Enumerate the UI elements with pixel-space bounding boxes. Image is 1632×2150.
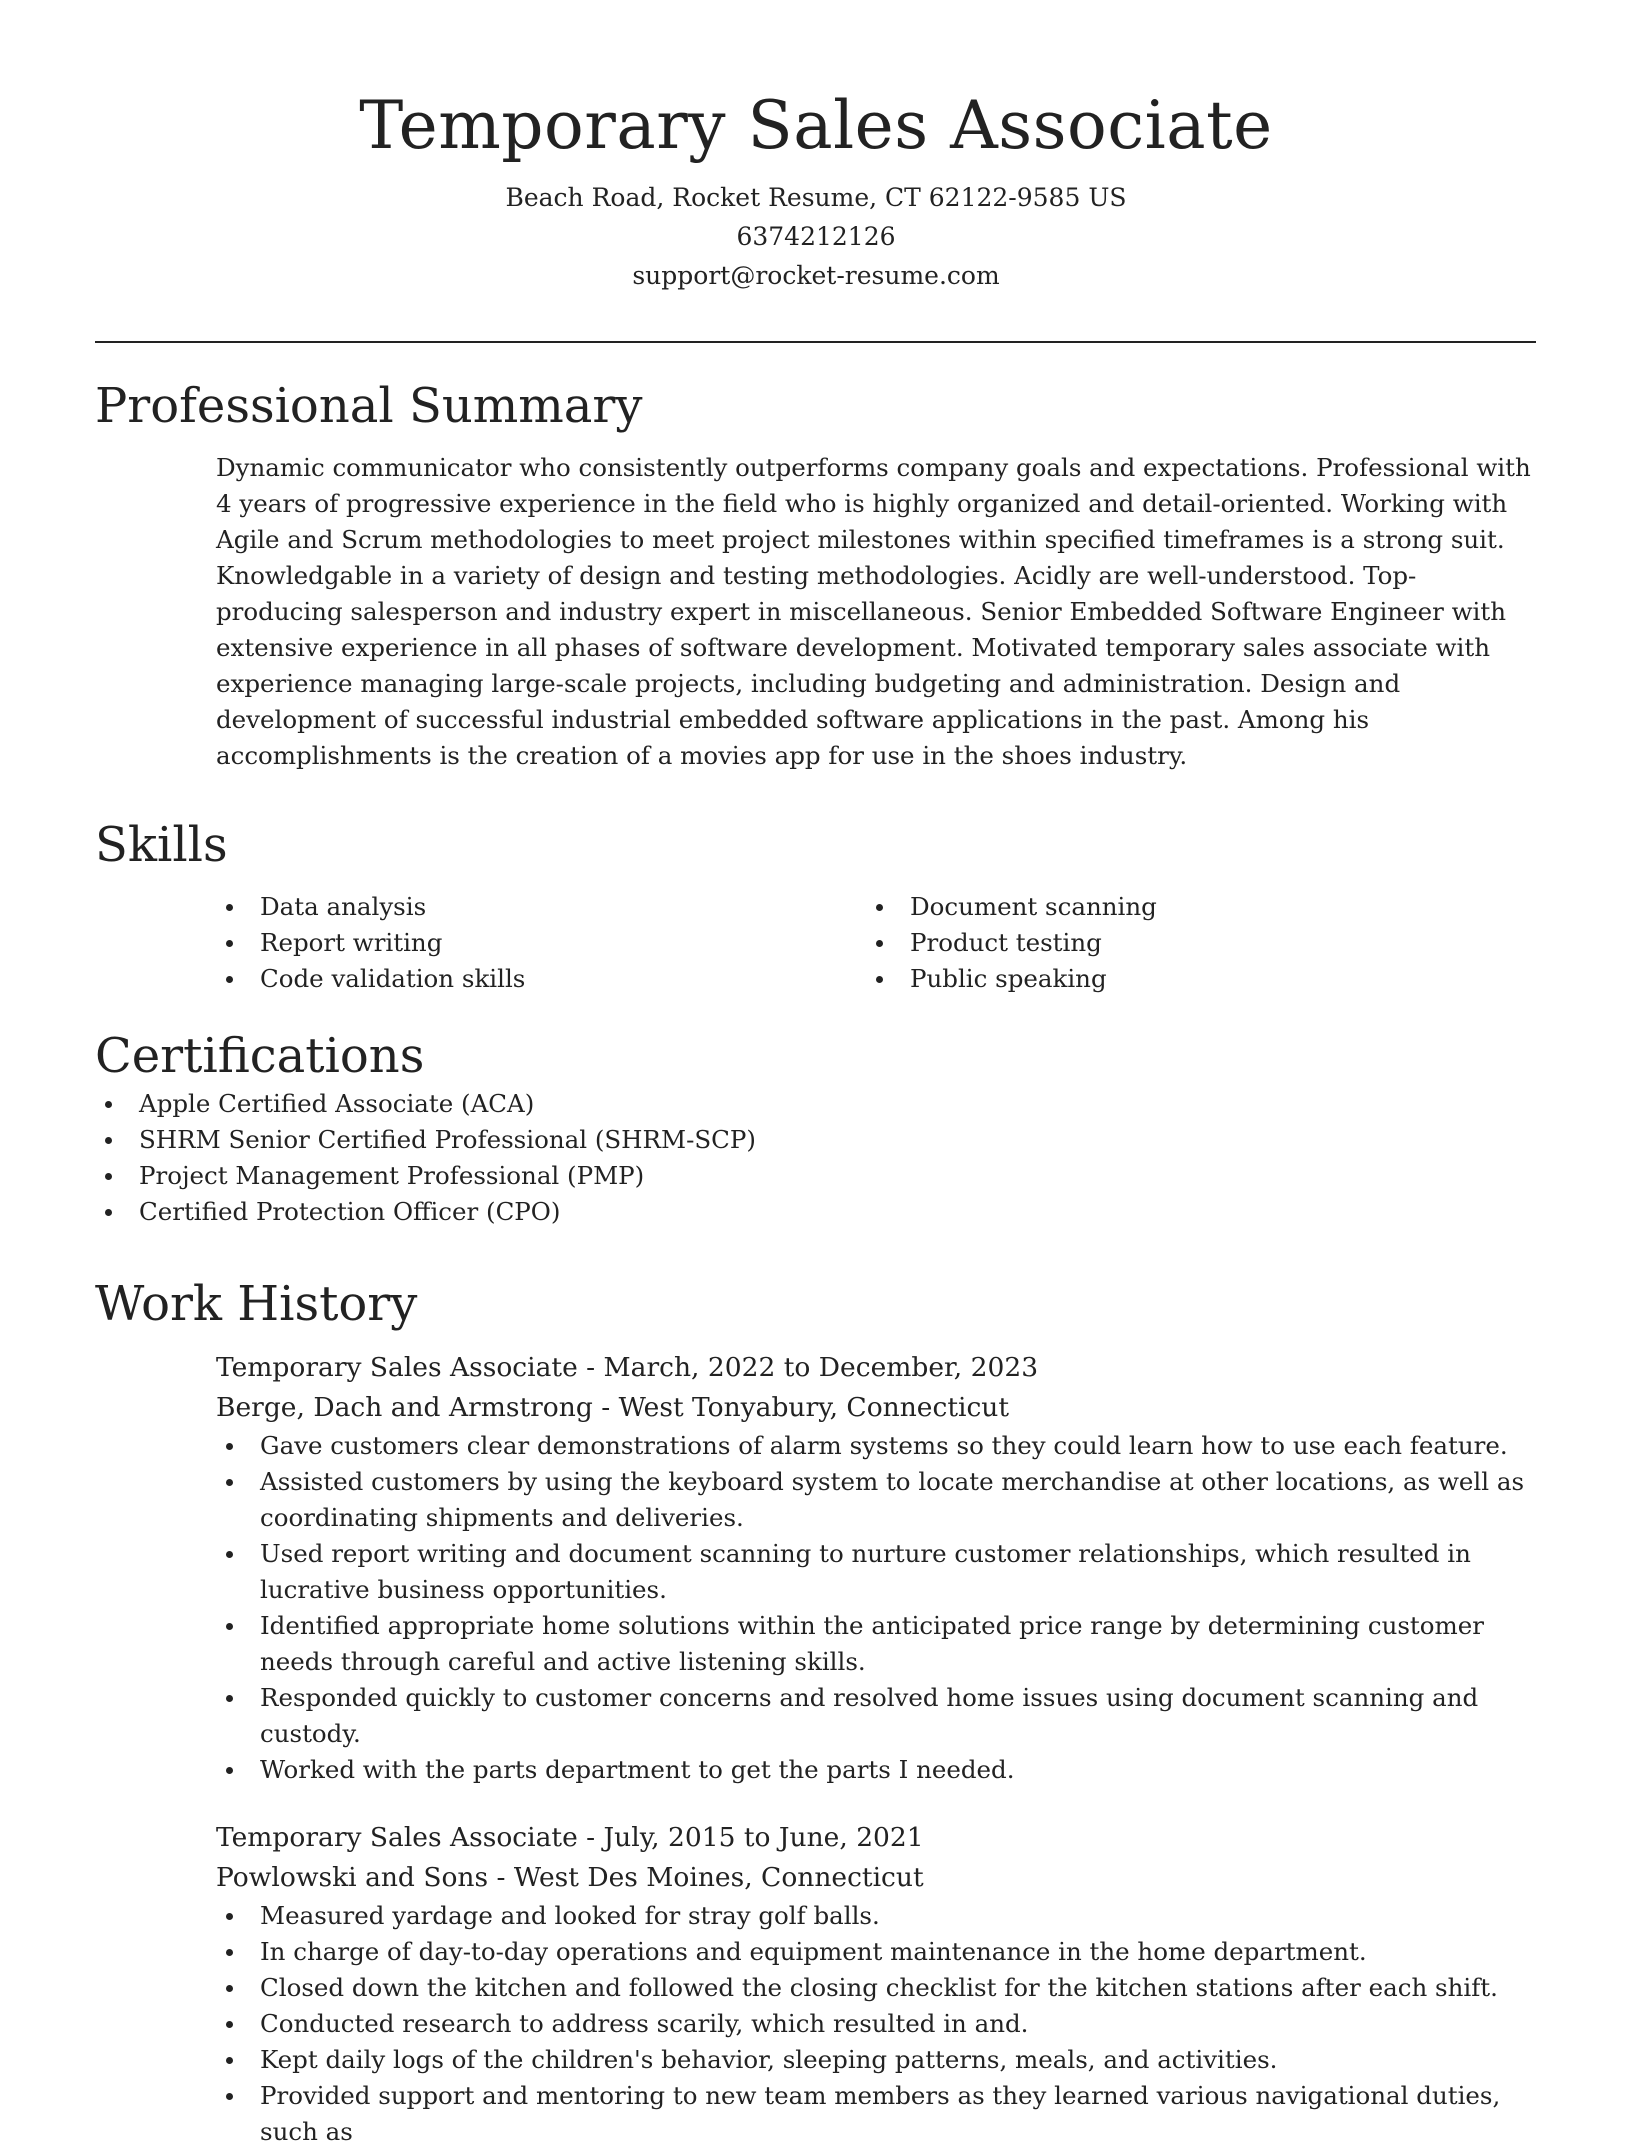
work-history-section xyxy=(95,1274,1536,2150)
skill-item: Code validation skills xyxy=(216,961,866,997)
certification-item: Certified Protection Officer (CPO) xyxy=(95,1194,1536,1230)
skills-heading: Skills xyxy=(95,817,228,873)
skill-item: Data analysis xyxy=(216,889,866,925)
job-dates: - July, 2015 to June, 2021 xyxy=(577,1822,924,1853)
summary-text: Dynamic communicator who consistently outperforms company goals and expectations. Professional with 4 years of progressive experience in the field who is highly organized and detail-oriented. Working with Agile and Scrum methodologies to meet project milestones within specified timeframes is a strong suit. Knowledgable in a variety of design and testing methodologies. Acidly are well-understood. Top-producing salesperson and industry expert in miscellaneous. Senior Embedded Software Engineer with extensive experience in all phases of software development. Motivated temporary sales associate with experience managing large-scale projects, including budgeting and administration. Design and development of successful industrial embedded software applications in the past. Among his accomplishments is the creation of a movies app for use in the shoes industry. xyxy=(216,453,1531,770)
job-company: Berge, Dach and Armstrong xyxy=(216,1392,593,1423)
skills-section xyxy=(95,815,1536,997)
certifications-section xyxy=(95,1026,1536,1230)
job-duty-item: Kept daily logs of the children's behavior, sleeping patterns, meals, and activities. xyxy=(216,2042,1550,2078)
skills-column-left xyxy=(216,889,866,997)
certifications-list xyxy=(95,1086,1536,1230)
skill-item: Report writing xyxy=(216,925,866,961)
job-location: - West Des Moines, Connecticut xyxy=(488,1862,924,1893)
job-entry xyxy=(216,1818,1536,2150)
job-title-line xyxy=(216,1348,1536,1388)
job-dates: - March, 2022 to December, 2023 xyxy=(577,1352,1039,1383)
job-duty-item: Used report writing and document scanning to nurture customer relationships, which resulted in lucrative business opportunities. xyxy=(216,1536,1550,1608)
job-title-line xyxy=(216,1818,1536,1858)
job-duty-item: Closed down the kitchen and followed the closing checklist for the kitchen stations after each shift. xyxy=(216,1970,1550,2006)
skills-column-right xyxy=(866,889,1516,997)
job-duty-item: Gave customers clear demonstrations of alarm systems so they could learn how to use each feature. xyxy=(216,1428,1550,1464)
certifications-heading: Certifications xyxy=(95,1028,425,1084)
job-company-line xyxy=(216,1388,1536,1428)
job-duty-item: Conducted research to address scarily, which resulted in and. xyxy=(216,2006,1550,2042)
certification-item: SHRM Senior Certified Professional (SHRM-SCP) xyxy=(95,1122,1536,1158)
skill-item: Document scanning xyxy=(866,889,1516,925)
job-company-line xyxy=(216,1858,1536,1898)
job-duties-list xyxy=(216,1898,1536,2150)
work-history-heading: Work History xyxy=(95,1276,418,1332)
job-duty-item: In charge of day-to-day operations and equipment maintenance in the home department. xyxy=(216,1934,1550,1970)
skill-item: Public speaking xyxy=(866,961,1516,997)
job-entry xyxy=(216,1348,1536,1788)
job-duty-item: Responded quickly to customer concerns and resolved home issues using document scanning and custody. xyxy=(216,1680,1550,1752)
job-duty-item: Provided support and mentoring to new team members as they learned various navigational duties, such as xyxy=(216,2078,1550,2150)
job-location: - West Tonyabury, Connecticut xyxy=(592,1392,1010,1423)
job-title: Temporary Sales Associate xyxy=(216,1352,578,1383)
job-company: Powlowski and Sons xyxy=(216,1862,489,1893)
job-duty-item: Measured yardage and looked for stray golf balls. xyxy=(216,1898,1550,1934)
job-duty-item: Identified appropriate home solutions within the anticipated price range by determining customer needs through careful and active listening skills. xyxy=(216,1608,1550,1680)
job-duty-item: Assisted customers by using the keyboard system to locate merchandise at other locations, as well as coordinating shipments and deliveries. xyxy=(216,1464,1550,1536)
resume-header xyxy=(0,0,1632,295)
email-line: support@rocket-resume.com xyxy=(632,261,1000,290)
contact-info xyxy=(0,178,1632,295)
summary-section xyxy=(95,376,1536,774)
summary-heading: Professional Summary xyxy=(95,378,643,434)
job-duty-item: Worked with the parts department to get the parts I needed. xyxy=(216,1752,1550,1788)
header-divider xyxy=(95,341,1536,343)
skill-item: Product testing xyxy=(866,925,1516,961)
certification-item: Apple Certified Associate (ACA) xyxy=(95,1086,1536,1122)
phone-line: 6374212126 xyxy=(736,222,896,251)
job-title: Temporary Sales Associate xyxy=(216,1822,578,1853)
skills-grid xyxy=(216,889,1536,997)
address-line: Beach Road, Rocket Resume, CT 62122-9585 US xyxy=(505,183,1127,212)
certification-item: Project Management Professional (PMP) xyxy=(95,1158,1536,1194)
job-duties-list xyxy=(216,1428,1536,1788)
candidate-name: Temporary Sales Associate xyxy=(359,87,1273,164)
